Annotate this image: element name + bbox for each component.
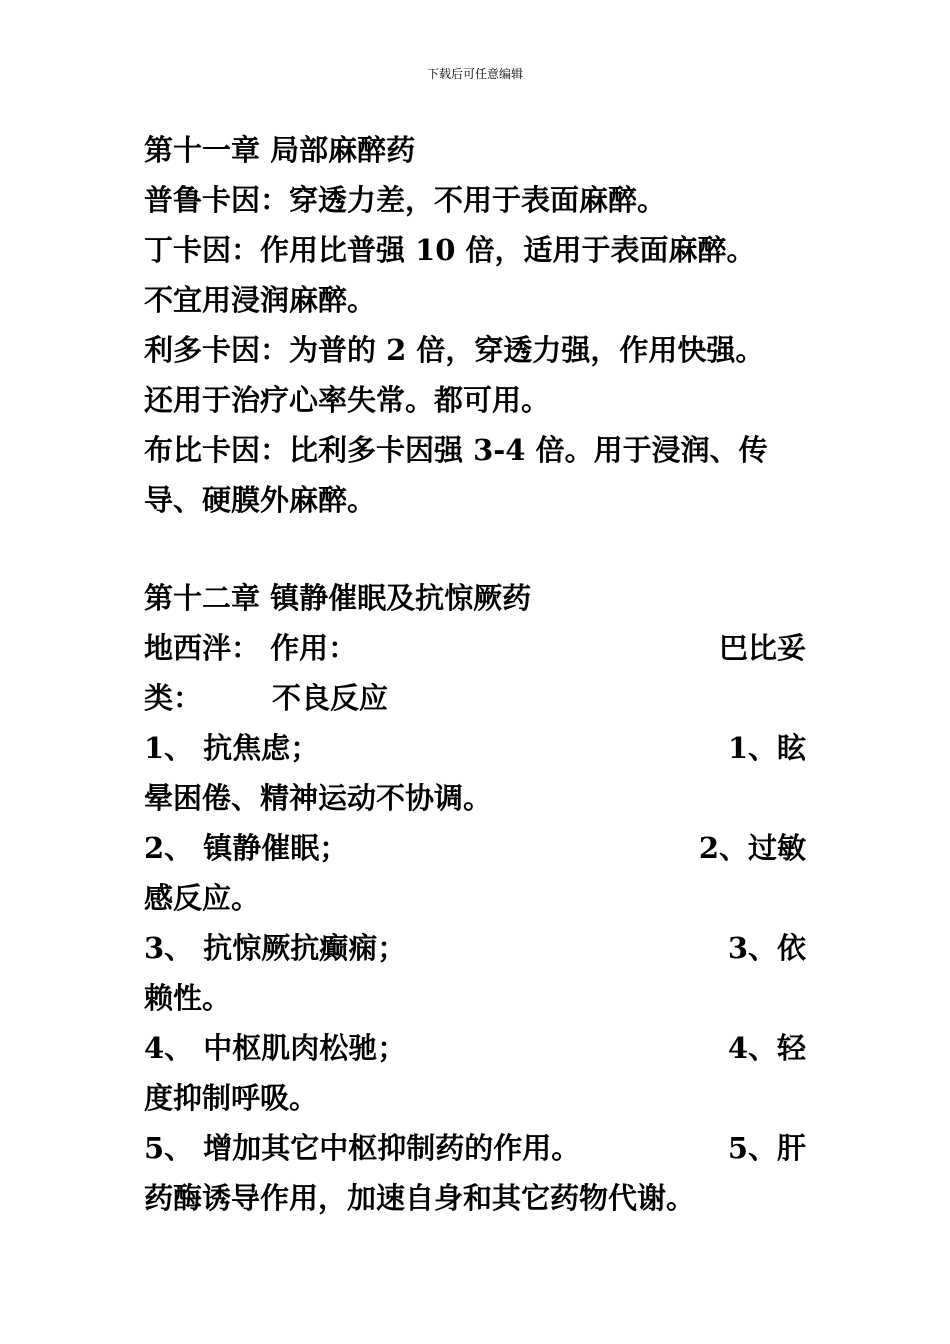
adverse-item-4: 4、轻: [727, 1031, 806, 1065]
adverse-item-2-cont: 感反应。: [144, 881, 261, 915]
diazepam-row: [144, 628, 806, 668]
lidocaine-line: 利多卡因：为普的 2 倍，穿透力强，作用快强。: [144, 333, 765, 367]
tetracaine-line: 丁卡因：作用比普强 10 倍，适用于表面麻醉。: [144, 233, 756, 267]
effect-item-4: 4、 中枢肌肉松驰；: [144, 1031, 407, 1065]
effect-item-3: 3、 抗惊厥抗癫痫；: [144, 931, 407, 965]
adverse-item-2: 2、过敏: [698, 831, 806, 865]
list-item: [144, 828, 806, 868]
barbiturate-label-cont: 类：: [144, 681, 203, 715]
list-item: [144, 1028, 806, 1068]
adverse-item-1: 1、眩: [727, 731, 806, 765]
chapter-11-title: 第十一章 局部麻醉药: [144, 133, 416, 167]
adverse-item-3-cont: 赖性。: [144, 981, 232, 1015]
page-header: 下载后可任意编辑: [426, 67, 523, 81]
effect-item-1: 1、 抗焦虑；: [144, 731, 320, 765]
lidocaine-line-cont: 还用于治疗心率失常。都可用。: [144, 383, 551, 417]
list-item: [144, 728, 806, 768]
list-item: [144, 928, 806, 968]
tetracaine-line-cont: 不宜用浸润麻醉。: [144, 283, 377, 317]
barbiturate-label: 巴比妥: [718, 631, 806, 665]
adverse-reaction-label: 不良反应: [272, 681, 389, 715]
bupivacaine-line-cont: 导、硬膜外麻醉。: [144, 483, 377, 517]
adverse-item-3: 3、依: [727, 931, 806, 965]
adverse-item-5: 5、肝: [727, 1131, 806, 1165]
effect-item-5: 5、 增加其它中枢抑制药的作用。: [144, 1131, 581, 1165]
diazepam-effect-label: 地西泮： 作用：: [144, 631, 358, 665]
procaine-line: 普鲁卡因：穿透力差，不用于表面麻醉。: [144, 183, 667, 217]
chapter-12-title: 第十二章 镇静催眠及抗惊厥药: [144, 581, 532, 615]
adverse-item-4-cont: 度抑制呼吸。: [144, 1081, 319, 1115]
adverse-item-1-cont: 晕困倦、精神运动不协调。: [144, 781, 493, 815]
bupivacaine-line: 布比卡因：比利多卡因强 3-4 倍。用于浸润、传: [144, 433, 768, 467]
list-item: [144, 1128, 806, 1168]
adverse-item-5-cont: 药酶诱导作用，加速自身和其它药物代谢。: [144, 1181, 696, 1215]
effect-item-2: 2、 镇静催眠；: [144, 831, 349, 865]
barbiturate-row-cont: [144, 678, 388, 718]
